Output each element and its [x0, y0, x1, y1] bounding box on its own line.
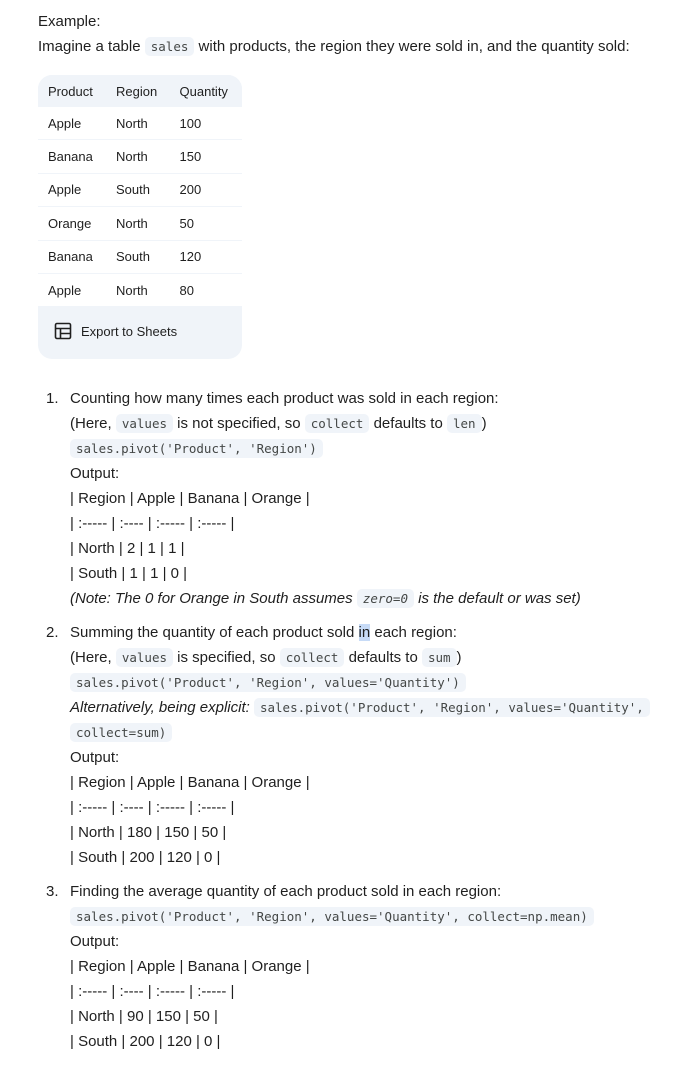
- alt-label: Alternatively, being explicit:: [70, 699, 254, 716]
- intro-before: Imagine a table: [38, 38, 145, 55]
- table-row: [38, 107, 242, 140]
- output-row: | South | 200 | 120 | 0 |: [70, 1033, 221, 1050]
- export-to-sheets-button[interactable]: [38, 303, 242, 359]
- inline-code-pivot: sales.pivot('Product', 'Region', values='Quantity'): [70, 673, 466, 692]
- table-cell: North: [106, 107, 170, 140]
- output-label: Output:: [70, 749, 120, 766]
- inline-code-zero: zero=0: [357, 589, 414, 608]
- table-cell: Banana: [38, 140, 106, 173]
- table-cell: 80: [170, 273, 242, 306]
- inline-code-values: values: [116, 648, 173, 667]
- output-row: | Region | Apple | Banana | Orange |: [70, 958, 310, 975]
- inline-code-pivot-explicit-cont: collect=sum): [70, 723, 172, 742]
- sheets-table-icon: [54, 322, 72, 340]
- table-row: [38, 173, 242, 206]
- sales-table: [38, 75, 242, 306]
- list-number: 3.: [46, 883, 59, 900]
- table-cell: South: [106, 240, 170, 273]
- list-number: 2.: [46, 624, 59, 641]
- output-row: | :----- | :---- | :----- | :----- |: [70, 799, 235, 816]
- column-header-product: Product: [38, 75, 106, 107]
- table-cell: South: [106, 173, 170, 206]
- sales-table-card: [38, 75, 242, 359]
- code-line: [70, 436, 660, 461]
- item-title: [70, 620, 660, 645]
- intro-text: [38, 38, 630, 55]
- table-cell: Apple: [38, 107, 106, 140]
- item-title: Finding the average quantity of each product sold in each region:: [70, 883, 502, 900]
- inline-code-pivot-mean: sales.pivot('Product', 'Region', values='Quantity', collect=np.mean): [70, 907, 594, 926]
- note-text: defaults to: [344, 649, 422, 666]
- inline-code-collect: collect: [305, 414, 370, 433]
- note-text: ): [481, 415, 487, 432]
- footnote-text: (Note: The 0 for Orange in South assumes: [70, 590, 357, 607]
- output-row: | :----- | :---- | :----- | :----- |: [70, 983, 235, 1000]
- alt-line-cont: [70, 720, 660, 745]
- table-cell: North: [106, 207, 170, 240]
- output-label: Output:: [70, 465, 120, 482]
- table-cell: 150: [170, 140, 242, 173]
- title-text: each region:: [370, 624, 457, 641]
- table-cell: 100: [170, 107, 242, 140]
- table-cell: Orange: [38, 207, 106, 240]
- output-label: Output:: [70, 933, 120, 950]
- column-header-quantity: Quantity: [170, 75, 242, 107]
- intro-after: with products, the region they were sold in, and the quantity sold:: [194, 38, 630, 55]
- inline-code-collect: collect: [280, 648, 345, 667]
- alt-line: [70, 695, 660, 720]
- table-cell: Apple: [38, 173, 106, 206]
- note-text: ): [456, 649, 462, 666]
- table-cell: 200: [170, 173, 242, 206]
- item-note: [70, 411, 660, 436]
- output-row: | South | 1 | 1 | 0 |: [70, 565, 188, 582]
- table-cell: North: [106, 140, 170, 173]
- title-text: Summing the quantity of each product sold: [70, 624, 359, 641]
- selected-text: in: [358, 624, 371, 641]
- table-cell: 50: [170, 207, 242, 240]
- list-number: 1.: [46, 390, 59, 407]
- export-to-sheets-label: Export to Sheets: [81, 323, 178, 339]
- inline-code-len: len: [447, 414, 482, 433]
- note-text: (Here,: [70, 649, 116, 666]
- inline-code-sales: sales: [145, 37, 195, 56]
- note-text: (Here,: [70, 415, 116, 432]
- table-cell: Apple: [38, 273, 106, 306]
- inline-code-sum: sum: [422, 648, 457, 667]
- note-text: is not specified, so: [173, 415, 305, 432]
- output-row: | Region | Apple | Banana | Orange |: [70, 490, 310, 507]
- output-row: | South | 200 | 120 | 0 |: [70, 849, 221, 866]
- inline-code-pivot-explicit: sales.pivot('Product', 'Region', values='Quantity',: [254, 698, 650, 717]
- example-heading: Example:: [38, 13, 101, 30]
- inline-code-values: values: [116, 414, 173, 433]
- table-header-row: [38, 75, 242, 107]
- footnote-text: is the default or was set): [413, 590, 581, 607]
- code-line: [70, 904, 660, 929]
- note-text: defaults to: [369, 415, 447, 432]
- inline-code-pivot: sales.pivot('Product', 'Region'): [70, 439, 323, 458]
- item-footnote: [70, 586, 660, 611]
- note-text: is specified, so: [173, 649, 280, 666]
- table-row: [38, 240, 242, 273]
- output-row: | Region | Apple | Banana | Orange |: [70, 774, 310, 791]
- table-cell: Banana: [38, 240, 106, 273]
- item-title: Counting how many times each product was sold in each region:: [70, 390, 499, 407]
- output-row: | North | 90 | 150 | 50 |: [70, 1008, 218, 1025]
- table-cell: 120: [170, 240, 242, 273]
- code-line: [70, 670, 660, 695]
- output-row: | North | 180 | 150 | 50 |: [70, 824, 227, 841]
- output-row: | North | 2 | 1 | 1 |: [70, 540, 185, 557]
- item-note: [70, 645, 660, 670]
- column-header-region: Region: [106, 75, 170, 107]
- output-row: | :----- | :---- | :----- | :----- |: [70, 515, 235, 532]
- table-row: [38, 140, 242, 173]
- table-row: [38, 207, 242, 240]
- table-cell: North: [106, 273, 170, 306]
- table-row: [38, 273, 242, 306]
